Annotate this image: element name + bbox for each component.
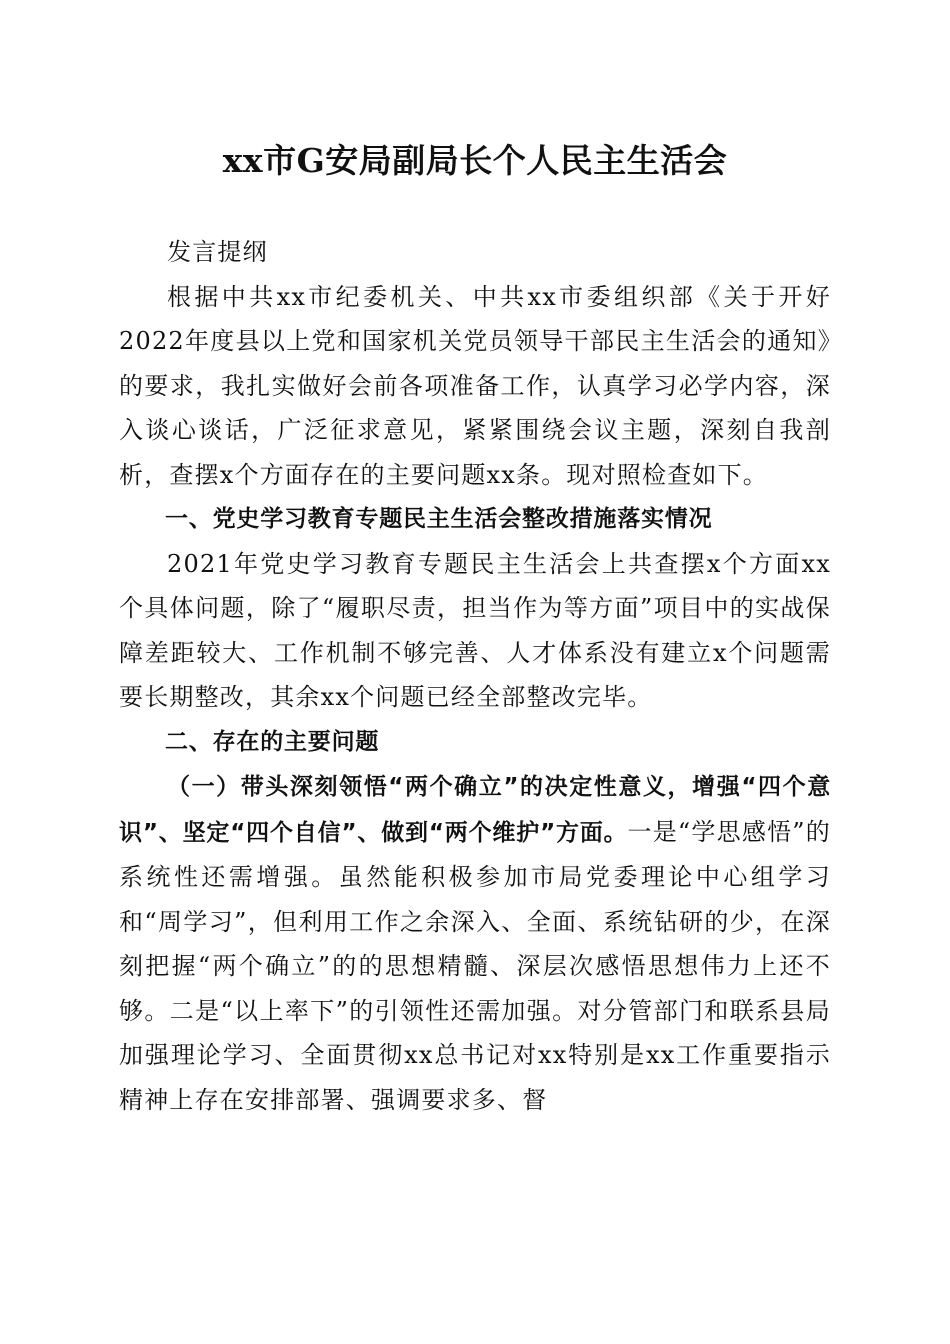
document-body [119,230,831,1122]
section-2-item-1-paragraph [119,764,831,1122]
section-2-heading: 二、存在的主要问题 [165,728,380,755]
section-2-item-1-lead: （一）带头深刻领悟“两个确立”的决定性意义，增强“四个意识”、坚定“四个自信”、做到“两个维护”方面。 [119,774,831,846]
section-2-item-1-body: 一是“学思感悟”的系统性还需增强。虽然能积极参加市局党委理论中心组学习和“周学习”，但利用工作之余深入、全面、系统钻研的少，在深刻把握“两个确立”的的思想精髓、深层次感悟思想伟力上还不够。二是“以上率下”的引领性还需加强。对分管部门和联系县局加强理论学习、全面贯彻xx总书记对xx特别是xx工作重要指示精神上存在安排部署、强调要求多、督 [119,817,831,1114]
subtitle-line: 发言提纲 [167,238,268,266]
document-title: xx市G安局副局长个人民主生活会 [222,141,728,180]
section-1-paragraph: 2021年党史学习教育专题民主生活会上共查摆x个方面xx个具体问题，除了“履职尽责，担当作为等方面”项目中的实战保障差距较大、工作机制不够完善、人才体系没有建立x个问题需要长期整改，其余xx个问题已经全部整改完毕。 [119,549,831,711]
intro-paragraph: 根据中共xx市纪委机关、中共xx市委组织部《关于开好2022年度县以上党和国家机关党员领导干部民主生活会的通知》的要求，我扎实做好会前各项准备工作，认真学习必学内容，深入谈心谈话，广泛征求意见，紧紧围绕会议主题，深刻自我剖析，查摆x个方面存在的主要问题xx条。现对照检查如下。 [119,282,831,489]
section-1-heading: 一、党史学习教育专题民主生活会整改措施落实情况 [165,506,713,532]
